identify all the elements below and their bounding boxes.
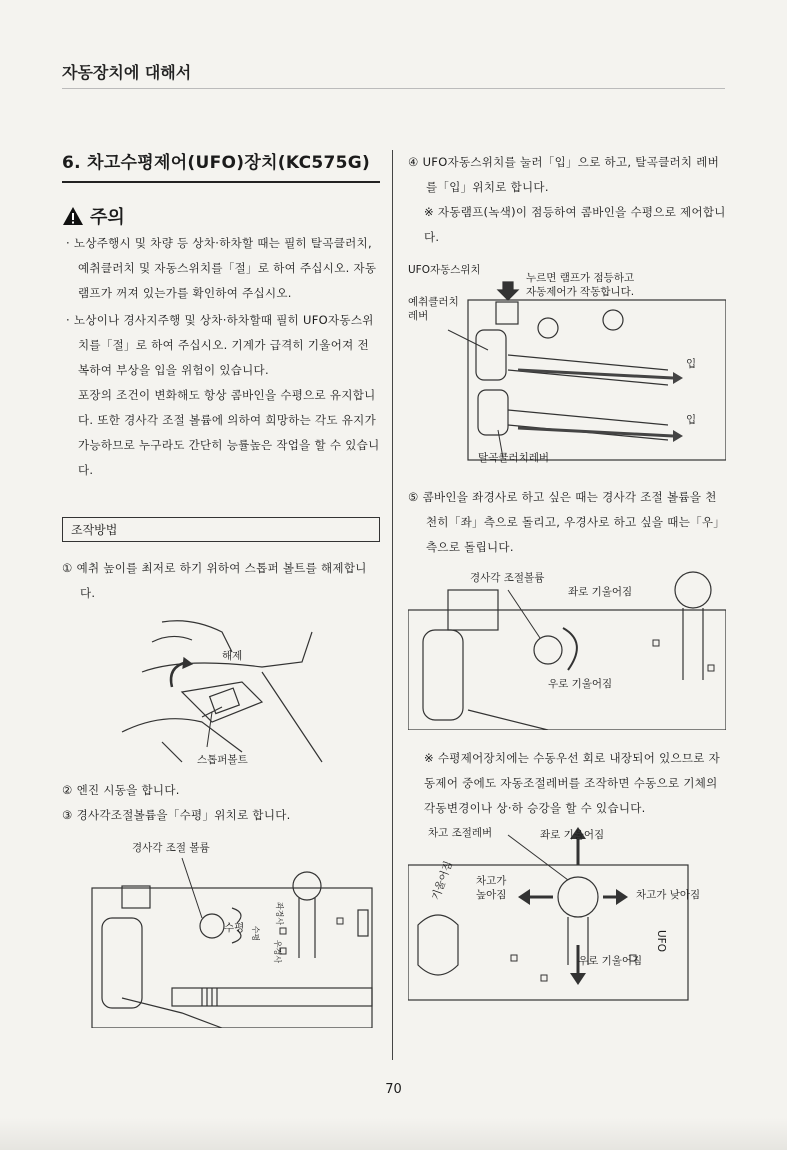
height-lever-label: 차고 조절레버 bbox=[428, 827, 493, 839]
step-3: ③ 경사각조절볼륨을「수평」위치로 합니다. bbox=[62, 808, 291, 822]
volume-label: 경사각 조절 볼륨 bbox=[132, 842, 210, 854]
method-box: 조작방법 bbox=[62, 517, 380, 542]
tilt-left-label: 좌로 기울어짐 bbox=[568, 586, 633, 598]
figure-tilt-volume bbox=[408, 570, 726, 730]
level-label: 수평 bbox=[224, 922, 245, 934]
tilt-volume-drawing bbox=[408, 570, 726, 730]
page-header: 자동장치에 대해서 bbox=[62, 63, 192, 82]
on-label-1: 입 bbox=[686, 358, 697, 370]
press-note-line-2: 자동제어가 작동합니다. bbox=[526, 286, 635, 298]
right-column bbox=[408, 150, 726, 1005]
stopper-bolt-drawing bbox=[62, 612, 380, 772]
step-4: ④ UFO자동스위치를 눌러「입」으로 하고, 탈곡클러치 레버를「입」위치로 합니다. bbox=[408, 155, 720, 194]
volume-label-2: 경사각 조절볼륨 bbox=[470, 572, 545, 584]
height-up-label-2: 높아짐 bbox=[476, 889, 507, 901]
figure-volume-level bbox=[62, 838, 380, 1028]
caution-extra: 포장의 조건이 변화해도 항상 콤바인을 수평으로 유지합니다. 또한 경사각 조절 볼륨에 의하여 희망하는 각도 유지가 가능하므로 누구라도 간단히 능률높은 작업을 할 수 있습니다. bbox=[78, 388, 380, 477]
left-tilt-small-label: 좌경사 bbox=[275, 901, 285, 926]
caution-heading bbox=[62, 203, 380, 229]
step-1: ① 예취 높이를 최저로 하기 위하여 스톱퍼 볼트를 해제합니다. bbox=[62, 561, 367, 600]
stopper-bolt-label: 스톱퍼볼트 bbox=[197, 754, 248, 766]
height-down-label: 차고가 낮아짐 bbox=[636, 889, 701, 901]
page-bottom-shade bbox=[0, 1118, 787, 1150]
caution-item: · 노상주행시 및 차량 등 상차·하차할 때는 필히 탈곡클러치, 예취클러치 및 자동스위치를「절」로 하여 주십시오. 자동 램프가 꺼져 있는가를 확인하여 주십시오. bbox=[66, 236, 377, 300]
reaping-lever-label-2: 레버 bbox=[408, 310, 429, 322]
level-small-label: 수평 bbox=[251, 925, 261, 942]
tilt-right-label: 우로 기울어짐 bbox=[548, 678, 613, 690]
release-label: 해제 bbox=[222, 650, 243, 662]
height-up-label-1: 차고가 bbox=[476, 875, 507, 887]
vertical-tilt-label: 기울어짐 bbox=[429, 859, 456, 902]
page-number: 70 bbox=[385, 1082, 402, 1097]
figure-height-lever bbox=[408, 825, 726, 1005]
threshing-lever-label: 탈곡클러치레버 bbox=[478, 452, 550, 464]
warning-icon bbox=[62, 206, 84, 226]
ufo-switch-label: UFO자동스위치 bbox=[408, 264, 481, 276]
header-rule bbox=[62, 88, 725, 89]
press-note-line-1: 누르면 램프가 점등하고 bbox=[526, 272, 635, 284]
step-2: ② 엔진 시동을 합니다. bbox=[62, 783, 180, 797]
reaping-lever-label-1: 예취클러치 bbox=[408, 296, 459, 308]
tilt-left-label-2: 좌로 기울어짐 bbox=[540, 829, 605, 841]
title-rule bbox=[62, 181, 380, 183]
column-divider bbox=[392, 150, 393, 1060]
volume-level-drawing bbox=[62, 838, 380, 1028]
caution-title: 주의 bbox=[90, 207, 125, 228]
tilt-right-label-2: 우로 기울어짐 bbox=[578, 955, 643, 967]
caution-item: · 노상이나 경사지주행 및 상차·하차할때 필히 UFO자동스위치를「절」로 하여 주십시오. 기계가 급격히 기울어져 전복하여 부상을 입을 위험이 있습니다. bbox=[66, 313, 374, 377]
step-4-note: ※ 자동램프(녹색)이 점등하여 콤바인을 수평으로 제어합니다. bbox=[424, 205, 726, 244]
on-label-2: 입 bbox=[686, 414, 697, 426]
figure-stopper-bolt bbox=[62, 612, 380, 772]
ufo-label: UFO bbox=[655, 930, 667, 952]
figure-ufo-switch bbox=[408, 260, 726, 465]
step-5: ⑤ 콤바인을 좌경사로 하고 싶은 때는 경사각 조절 볼륨을 천천히「좌」측으로 돌리고, 우경사로 하고 싶을 때는「우」측으로 돌립니다. bbox=[408, 490, 726, 554]
manual-override-note: ※ 수평제어장치에는 수동우선 회로 내장되어 있으므로 자동제어 중에도 자동조절레버를 조작하면 수동으로 기체의 각동변경이나 상·하 승강을 할 수 있습니다. bbox=[424, 751, 721, 815]
left-column bbox=[62, 148, 380, 1028]
section-title: 6. 차고수평제어(UFO)장치(KC575G) bbox=[62, 153, 371, 173]
right-tilt-small-label: 우경사 bbox=[273, 939, 283, 964]
height-lever-drawing bbox=[408, 825, 726, 1005]
